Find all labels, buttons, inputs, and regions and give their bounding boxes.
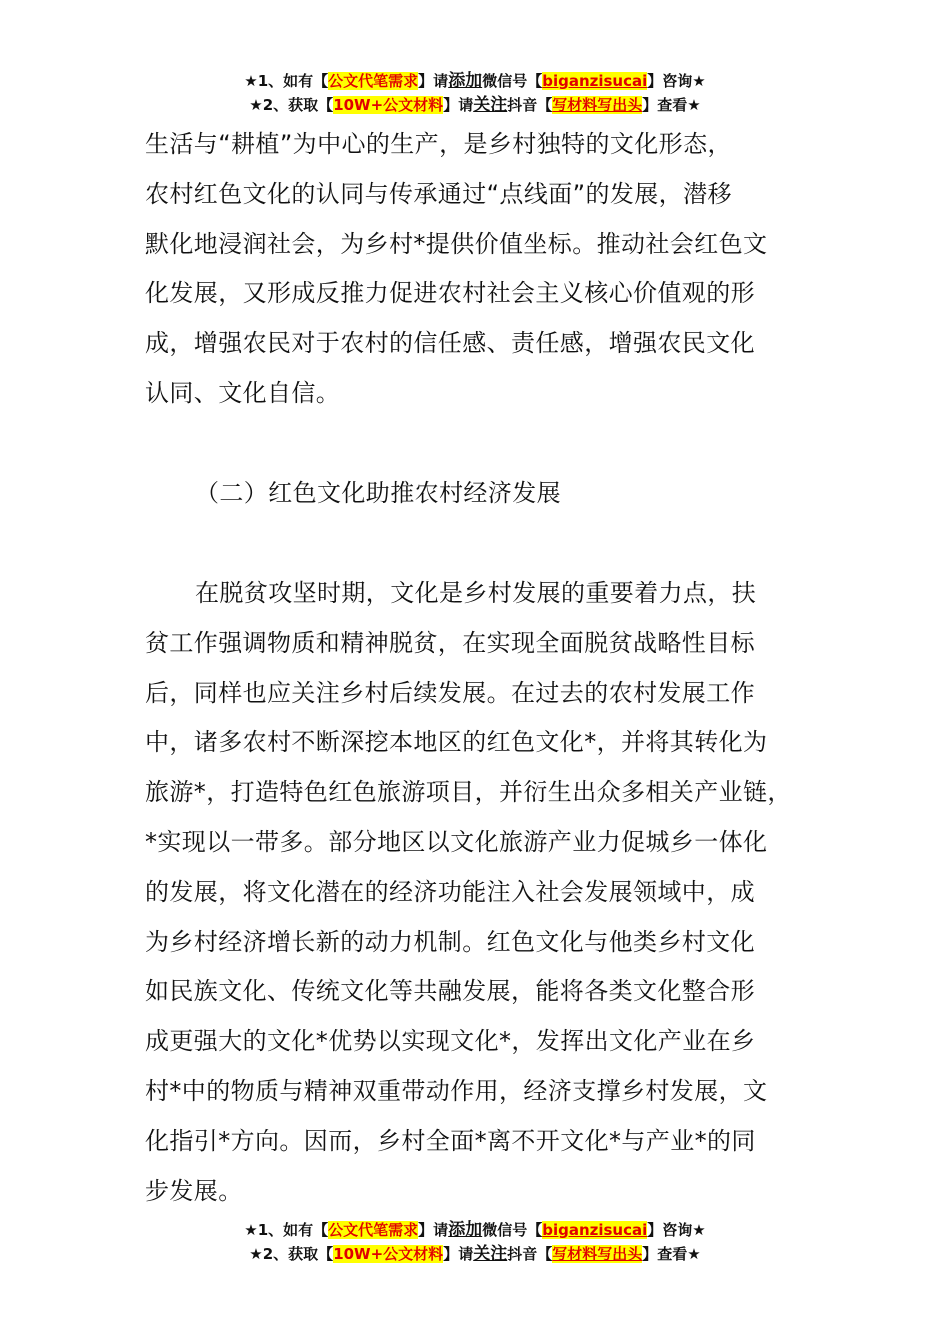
promo-text: 】请 xyxy=(443,1245,474,1263)
text-line: 生活与“耕植”为中心的生产，是乡村独特的文化形态， xyxy=(145,130,732,158)
promo-highlight: 公文代笔需求 xyxy=(328,1221,419,1239)
promo-emphasis: 关注 xyxy=(473,1244,508,1264)
promo-douyin-id: 写材料写出头 xyxy=(552,96,643,114)
promo-highlight: 10W+公文材料 xyxy=(333,1245,444,1263)
text-line: *实现以一带多。部分地区以文化旅游产业力促城乡一体化 xyxy=(145,828,768,856)
text-line: 的发展，将文化潜在的经济功能注入社会发展领域中，成 xyxy=(145,877,755,906)
promo-text: 】咨询★ xyxy=(647,72,706,90)
text-line: 化发展，又形成反推力促进农村社会主义核心价值观的形 xyxy=(145,279,755,308)
promo-text: 】请 xyxy=(418,72,449,90)
promo-text: 】请 xyxy=(443,96,474,114)
promo-line-1 xyxy=(0,1219,950,1241)
promo-text: ★1、如有【 xyxy=(244,1221,329,1239)
text-line: 成更强大的文化*优势以实现文化*，发挥出文化产业在乡 xyxy=(145,1027,756,1056)
promo-wechat-id: biganzisucai xyxy=(542,1221,648,1239)
promo-text: 】查看★ xyxy=(642,1245,701,1263)
text-line: 后，同样也应关注乡村后续发展。在过去的农村发展工作 xyxy=(145,678,755,707)
section-heading: （二）红色文化助推农村经济发展 xyxy=(195,479,561,507)
promo-line-2 xyxy=(0,1243,950,1265)
promo-text: 微信号【 xyxy=(482,72,543,90)
promo-text: 抖音【 xyxy=(507,96,553,114)
text-line: 认同、文化自信。 xyxy=(145,379,341,407)
text-line: 为乡村经济增长新的动力机制。红色文化与他类乡村文化 xyxy=(145,927,755,956)
promo-emphasis: 关注 xyxy=(473,95,508,115)
promo-text: 抖音【 xyxy=(507,1245,553,1263)
text-line: 农村红色文化的认同与传承通过“点线面”的发展，潜移 xyxy=(145,179,732,208)
promo-text: 】请 xyxy=(418,1221,449,1239)
text-line: 旅游*，打造特色红色旅游项目，并衍生出众多相关产业链， xyxy=(145,778,792,807)
text-line: 村*中的物质与精神双重带动作用，经济支撑乡村发展，文 xyxy=(145,1077,768,1105)
text-line: 默化地浸润社会，为乡村*提供价值坐标。推动社会红色文 xyxy=(145,229,768,258)
promo-text: 】咨询★ xyxy=(647,1221,706,1239)
promo-highlight: 公文代笔需求 xyxy=(328,72,419,90)
promo-highlight: 10W+公文材料 xyxy=(333,96,444,114)
text-line: 如民族文化、传统文化等共融发展，能将各类文化整合形 xyxy=(145,977,755,1006)
promo-douyin-id: 写材料写出头 xyxy=(552,1245,643,1263)
promo-line-1 xyxy=(0,70,950,92)
text-line: 在脱贫攻坚时期，文化是乡村发展的重要着力点，扶 xyxy=(195,579,757,607)
promo-emphasis: 添加 xyxy=(448,71,483,91)
text-line: 步发展。 xyxy=(145,1176,243,1205)
promo-text: ★2、获取【 xyxy=(249,96,334,114)
promo-text: 】查看★ xyxy=(642,96,701,114)
promo-line-2 xyxy=(0,94,950,116)
promo-emphasis: 添加 xyxy=(448,1220,483,1240)
promo-wechat-id: biganzisucai xyxy=(542,72,648,90)
promo-text: 微信号【 xyxy=(482,1221,543,1239)
text-line: 贫工作强调物质和精神脱贫，在实现全面脱贫战略性目标 xyxy=(145,628,755,657)
text-line: 成，增强农民对于农村的信任感、责任感，增强农民文化 xyxy=(145,329,755,358)
text-line: 中，诸多农村不断深挖本地区的红色文化*，并将其转化为 xyxy=(145,728,768,757)
text-line: 化指引*方向。因而，乡村全面*离不开文化*与产业*的同 xyxy=(145,1126,756,1155)
promo-text: ★1、如有【 xyxy=(244,72,329,90)
promo-text: ★2、获取【 xyxy=(249,1245,334,1263)
